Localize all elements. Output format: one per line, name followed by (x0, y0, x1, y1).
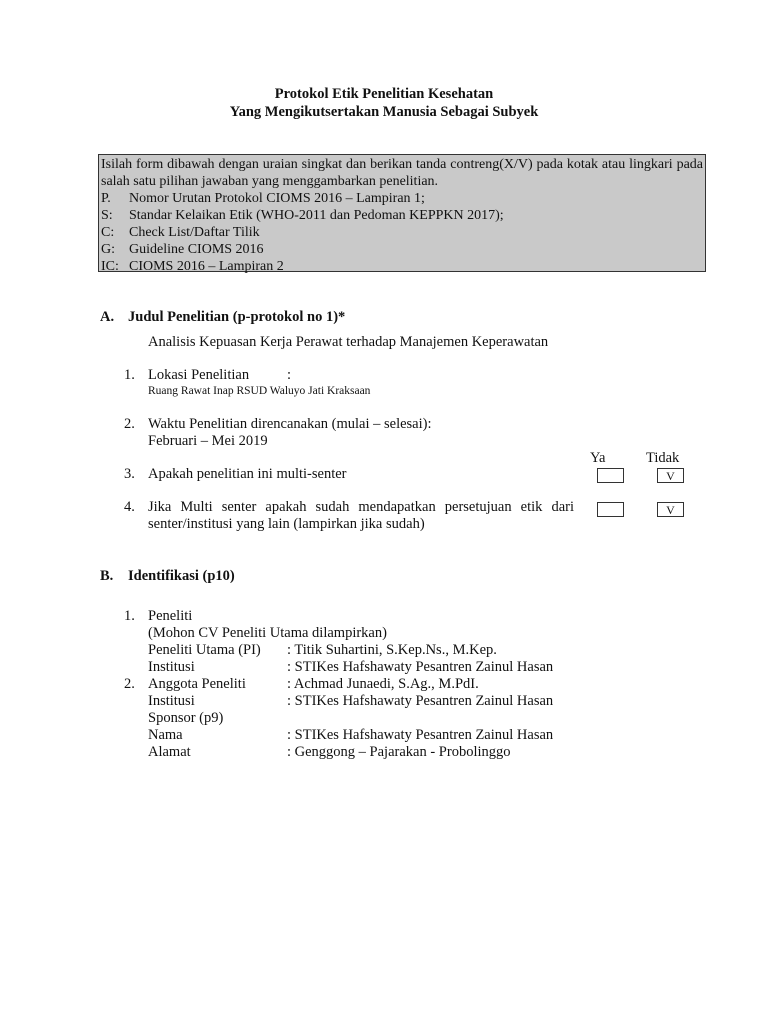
sponsor-name-value: : STIKes Hafshawaty Pesantren Zainul Hasan (287, 727, 554, 743)
instruction-box (98, 154, 706, 272)
q1-colon: : (287, 367, 292, 383)
legend-row-c (101, 224, 703, 241)
q4-ya-checkbox[interactable] (597, 502, 624, 517)
q4-tidak-checkbox[interactable]: V (657, 502, 684, 517)
b2-number: 2. (124, 676, 135, 692)
legend-row-g (101, 241, 703, 258)
research-title: Analisis Kepuasan Kerja Perawat terhadap Manajemen Keperawatan (148, 334, 549, 350)
sponsor-label: Sponsor (p9) (148, 710, 224, 726)
q4-label: Jika Multi senter apakah sudah mendapatkan persetujuan etik dari senter/institusi yang lain (lampirkan jika sudah) (148, 499, 574, 532)
institution1-label: Institusi (148, 659, 195, 675)
institution2-value: : STIKes Hafshawaty Pesantren Zainul Hasan (287, 693, 554, 709)
legend-text: Check List/Daftar Tilik (129, 225, 260, 240)
legend-text: Guideline CIOMS 2016 (129, 242, 264, 257)
q3-ya-checkbox[interactable] (597, 468, 624, 483)
section-a-letter: A. (100, 309, 115, 325)
q3-number: 3. (124, 466, 135, 482)
instruction-intro: Isilah form dibawah dengan uraian singkat dan berikan tanda contreng(X/V) pada kotak atau lingkari pada salah satu pilihan jawaban yang menggambarkan penelitian. (101, 157, 703, 189)
legend-key: P. (101, 191, 111, 206)
section-b-letter: B. (100, 568, 114, 584)
pi-value: : Titik Suhartini, S.Kep.Ns., M.Kep. (287, 642, 497, 658)
q2-label: Waktu Penelitian direncanakan (mulai – selesai): (148, 416, 432, 432)
q1-label: Lokasi Penelitian (148, 367, 250, 383)
legend-key: IC: (101, 259, 119, 274)
legend-row-ic (101, 258, 703, 275)
column-ya-header: Ya (590, 450, 606, 466)
legend-text: CIOMS 2016 – Lampiran 2 (129, 259, 284, 274)
b2-value: : Achmad Junaedi, S.Ag., M.PdI. (287, 676, 479, 692)
b1-number: 1. (124, 608, 135, 624)
doc-title-line1: Protokol Etik Penelitian Kesehatan (274, 86, 494, 102)
q3-tidak-checkbox[interactable]: V (657, 468, 684, 483)
legend-key: G: (101, 242, 115, 257)
legend-text: Standar Kelaikan Etik (WHO-2011 dan Pedoman KEPPKN 2017); (129, 208, 504, 223)
pi-label: Peneliti Utama (PI) (148, 642, 261, 658)
sponsor-address-value: : Genggong – Pajarakan - Probolinggo (287, 744, 511, 760)
column-tidak-header: Tidak (646, 450, 680, 466)
legend-row-p (101, 190, 703, 207)
q2-number: 2. (124, 416, 135, 432)
sponsor-name-label: Nama (148, 727, 183, 743)
doc-title-line2: Yang Mengikutsertakan Manusia Sebagai Subyek (229, 104, 539, 120)
b1-note: (Mohon CV Peneliti Utama dilampirkan) (148, 625, 387, 641)
legend-key: S: (101, 208, 113, 223)
legend-text: Nomor Urutan Protokol CIOMS 2016 – Lampiran 1; (129, 191, 425, 206)
section-a-heading: Judul Penelitian (p-protokol no 1)* (128, 309, 346, 325)
q2-value: Februari – Mei 2019 (148, 433, 268, 449)
b1-label: Peneliti (148, 608, 193, 624)
institution1-value: : STIKes Hafshawaty Pesantren Zainul Hasan (287, 659, 554, 675)
q1-value: Ruang Rawat Inap RSUD Waluyo Jati Kraksaan (148, 385, 371, 397)
legend-key: C: (101, 225, 115, 240)
sponsor-address-label: Alamat (148, 744, 191, 760)
q3-label: Apakah penelitian ini multi-senter (148, 466, 347, 482)
q4-number: 4. (124, 499, 135, 515)
q1-number: 1. (124, 367, 135, 383)
legend-row-s (101, 207, 703, 224)
section-b-heading: Identifikasi (p10) (128, 568, 235, 584)
b2-label: Anggota Peneliti (148, 676, 246, 692)
institution2-label: Institusi (148, 693, 195, 709)
